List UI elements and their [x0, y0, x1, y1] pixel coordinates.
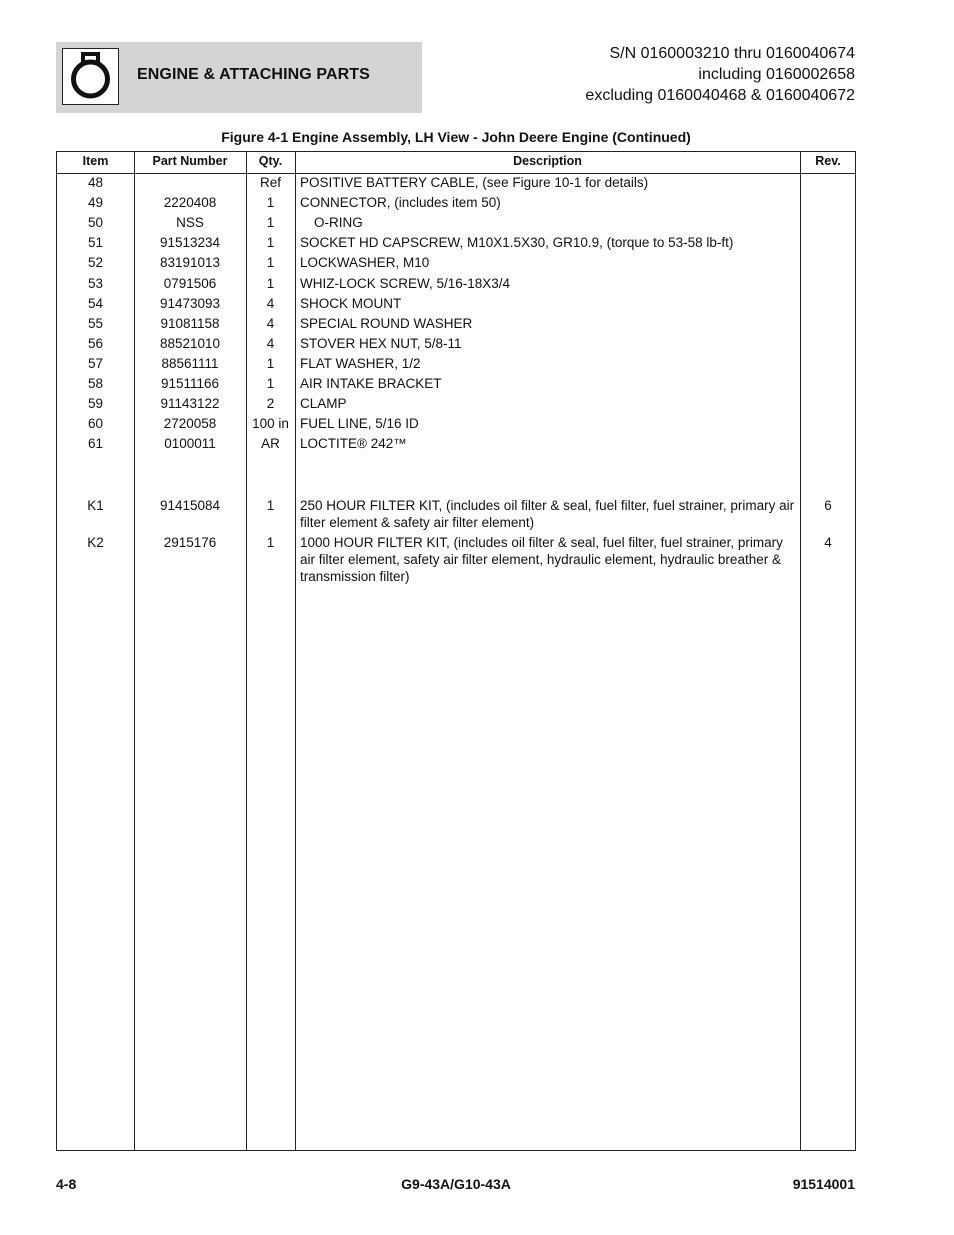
qty-cell: 100 in — [252, 416, 289, 431]
part-number-cell: 91081158 — [160, 316, 220, 331]
document-number: 91514001 — [792, 1176, 855, 1192]
page-number: 4-8 — [56, 1176, 77, 1192]
part-number-cell: 0100011 — [164, 436, 216, 451]
column-header-rev: Rev. — [815, 154, 841, 168]
section-title: ENGINE & ATTACHING PARTS — [137, 66, 370, 83]
item-cell: 55 — [87, 316, 104, 331]
description-cell: CLAMP — [300, 396, 347, 411]
rev-cell: 6 — [824, 498, 832, 513]
part-number-cell: 91473093 — [159, 296, 221, 311]
item-cell: K2 — [87, 535, 104, 550]
serial-number-range — [585, 43, 855, 106]
description-cell: FLAT WASHER, 1/2 — [300, 356, 421, 371]
qty-cell: 1 — [266, 376, 275, 391]
section-header — [56, 42, 422, 113]
description-cell: SPECIAL ROUND WASHER — [300, 316, 473, 331]
part-number-cell: 91143122 — [160, 396, 220, 411]
item-cell: 48 — [87, 175, 104, 190]
column-divider — [295, 152, 296, 1150]
part-number-cell: 83191013 — [159, 255, 221, 270]
engine-icon — [62, 48, 119, 105]
description-cell: SOCKET HD CAPSCREW, M10X1.5X30, GR10.9, (torque to 53-58 lb-ft) — [300, 235, 734, 250]
part-number-cell: 0791506 — [163, 276, 217, 291]
column-header-part-number: Part Number — [152, 154, 228, 168]
qty-cell: 4 — [266, 316, 275, 331]
item-cell: 60 — [87, 416, 104, 431]
sn-line: S/N 0160003210 thru 0160040674 — [609, 45, 855, 62]
qty-cell: 4 — [266, 296, 275, 311]
part-number-cell: 91513234 — [159, 235, 221, 250]
sn-line: excluding 0160040468 & 0160040672 — [585, 87, 855, 104]
description-cell: LOCKWASHER, M10 — [300, 255, 430, 270]
qty-cell: 1 — [266, 535, 275, 550]
description-cell: POSITIVE BATTERY CABLE, (see Figure 10-1 for details) — [300, 175, 649, 190]
column-header-description: Description — [513, 154, 582, 168]
description-cell: LOCTITE® 242™ — [300, 436, 407, 451]
rev-cell: 4 — [824, 535, 832, 550]
item-cell: 54 — [87, 296, 104, 311]
description-cell: CONNECTOR, (includes item 50) — [300, 195, 501, 210]
qty-cell: 1 — [266, 195, 275, 210]
parts-table — [56, 151, 856, 1151]
qty-cell: 1 — [266, 255, 275, 270]
part-number-cell: 88521010 — [159, 336, 221, 351]
sn-line: including 0160002658 — [698, 66, 855, 83]
qty-cell: 1 — [266, 235, 275, 250]
description-cell: 250 HOUR FILTER KIT, (includes oil filter & seal, fuel filter, fuel strainer, primary air filter element & safety air filter element) — [300, 498, 795, 530]
part-number-cell: NSS — [176, 215, 204, 230]
item-cell: 57 — [87, 356, 104, 371]
item-cell: 50 — [87, 215, 104, 230]
item-cell: 51 — [87, 235, 104, 250]
description-cell: O-RING — [314, 215, 363, 230]
qty-cell: 1 — [266, 276, 275, 291]
qty-cell: 4 — [266, 336, 275, 351]
item-cell: 49 — [87, 195, 104, 210]
qty-cell: 1 — [266, 356, 275, 371]
qty-cell: Ref — [259, 175, 281, 190]
item-cell: 56 — [87, 336, 104, 351]
qty-cell: 1 — [266, 215, 275, 230]
item-cell: 53 — [87, 276, 104, 291]
part-number-cell: 88561111 — [161, 356, 219, 371]
qty-cell: 1 — [266, 498, 275, 513]
description-cell: AIR INTAKE BRACKET — [300, 376, 442, 391]
item-cell: 52 — [87, 255, 104, 270]
column-header-item: Item — [82, 154, 109, 168]
item-cell: K1 — [87, 498, 104, 513]
part-number-cell: 91415084 — [159, 498, 221, 513]
qty-cell: AR — [261, 436, 280, 451]
item-cell: 61 — [87, 436, 104, 451]
description-cell: 1000 HOUR FILTER KIT, (includes oil filter & seal, fuel filter, fuel strainer, primary air filter element, safety air filter element, hydraulic element, hydraulic breather & transmission filter) — [300, 535, 783, 584]
description-cell: STOVER HEX NUT, 5/8-11 — [300, 336, 462, 351]
part-number-cell: 2915176 — [163, 535, 217, 550]
column-header-qty: Qty. — [258, 154, 283, 168]
item-cell: 58 — [87, 376, 104, 391]
description-cell: FUEL LINE, 5/16 ID — [300, 416, 419, 431]
model-number: G9-43A/G10-43A — [401, 1176, 511, 1192]
column-divider — [800, 152, 801, 1150]
item-cell: 59 — [87, 396, 104, 411]
qty-cell: 2 — [266, 396, 275, 411]
description-cell: SHOCK MOUNT — [300, 296, 402, 311]
part-number-cell: 91511166 — [160, 376, 220, 391]
description-cell: WHIZ-LOCK SCREW, 5/16-18X3/4 — [300, 276, 511, 291]
figure-title: Figure 4-1 Engine Assembly, LH View - John Deere Engine (Continued) — [221, 129, 691, 145]
part-number-cell: 2720058 — [163, 416, 217, 431]
part-number-cell: 2220408 — [163, 195, 217, 210]
